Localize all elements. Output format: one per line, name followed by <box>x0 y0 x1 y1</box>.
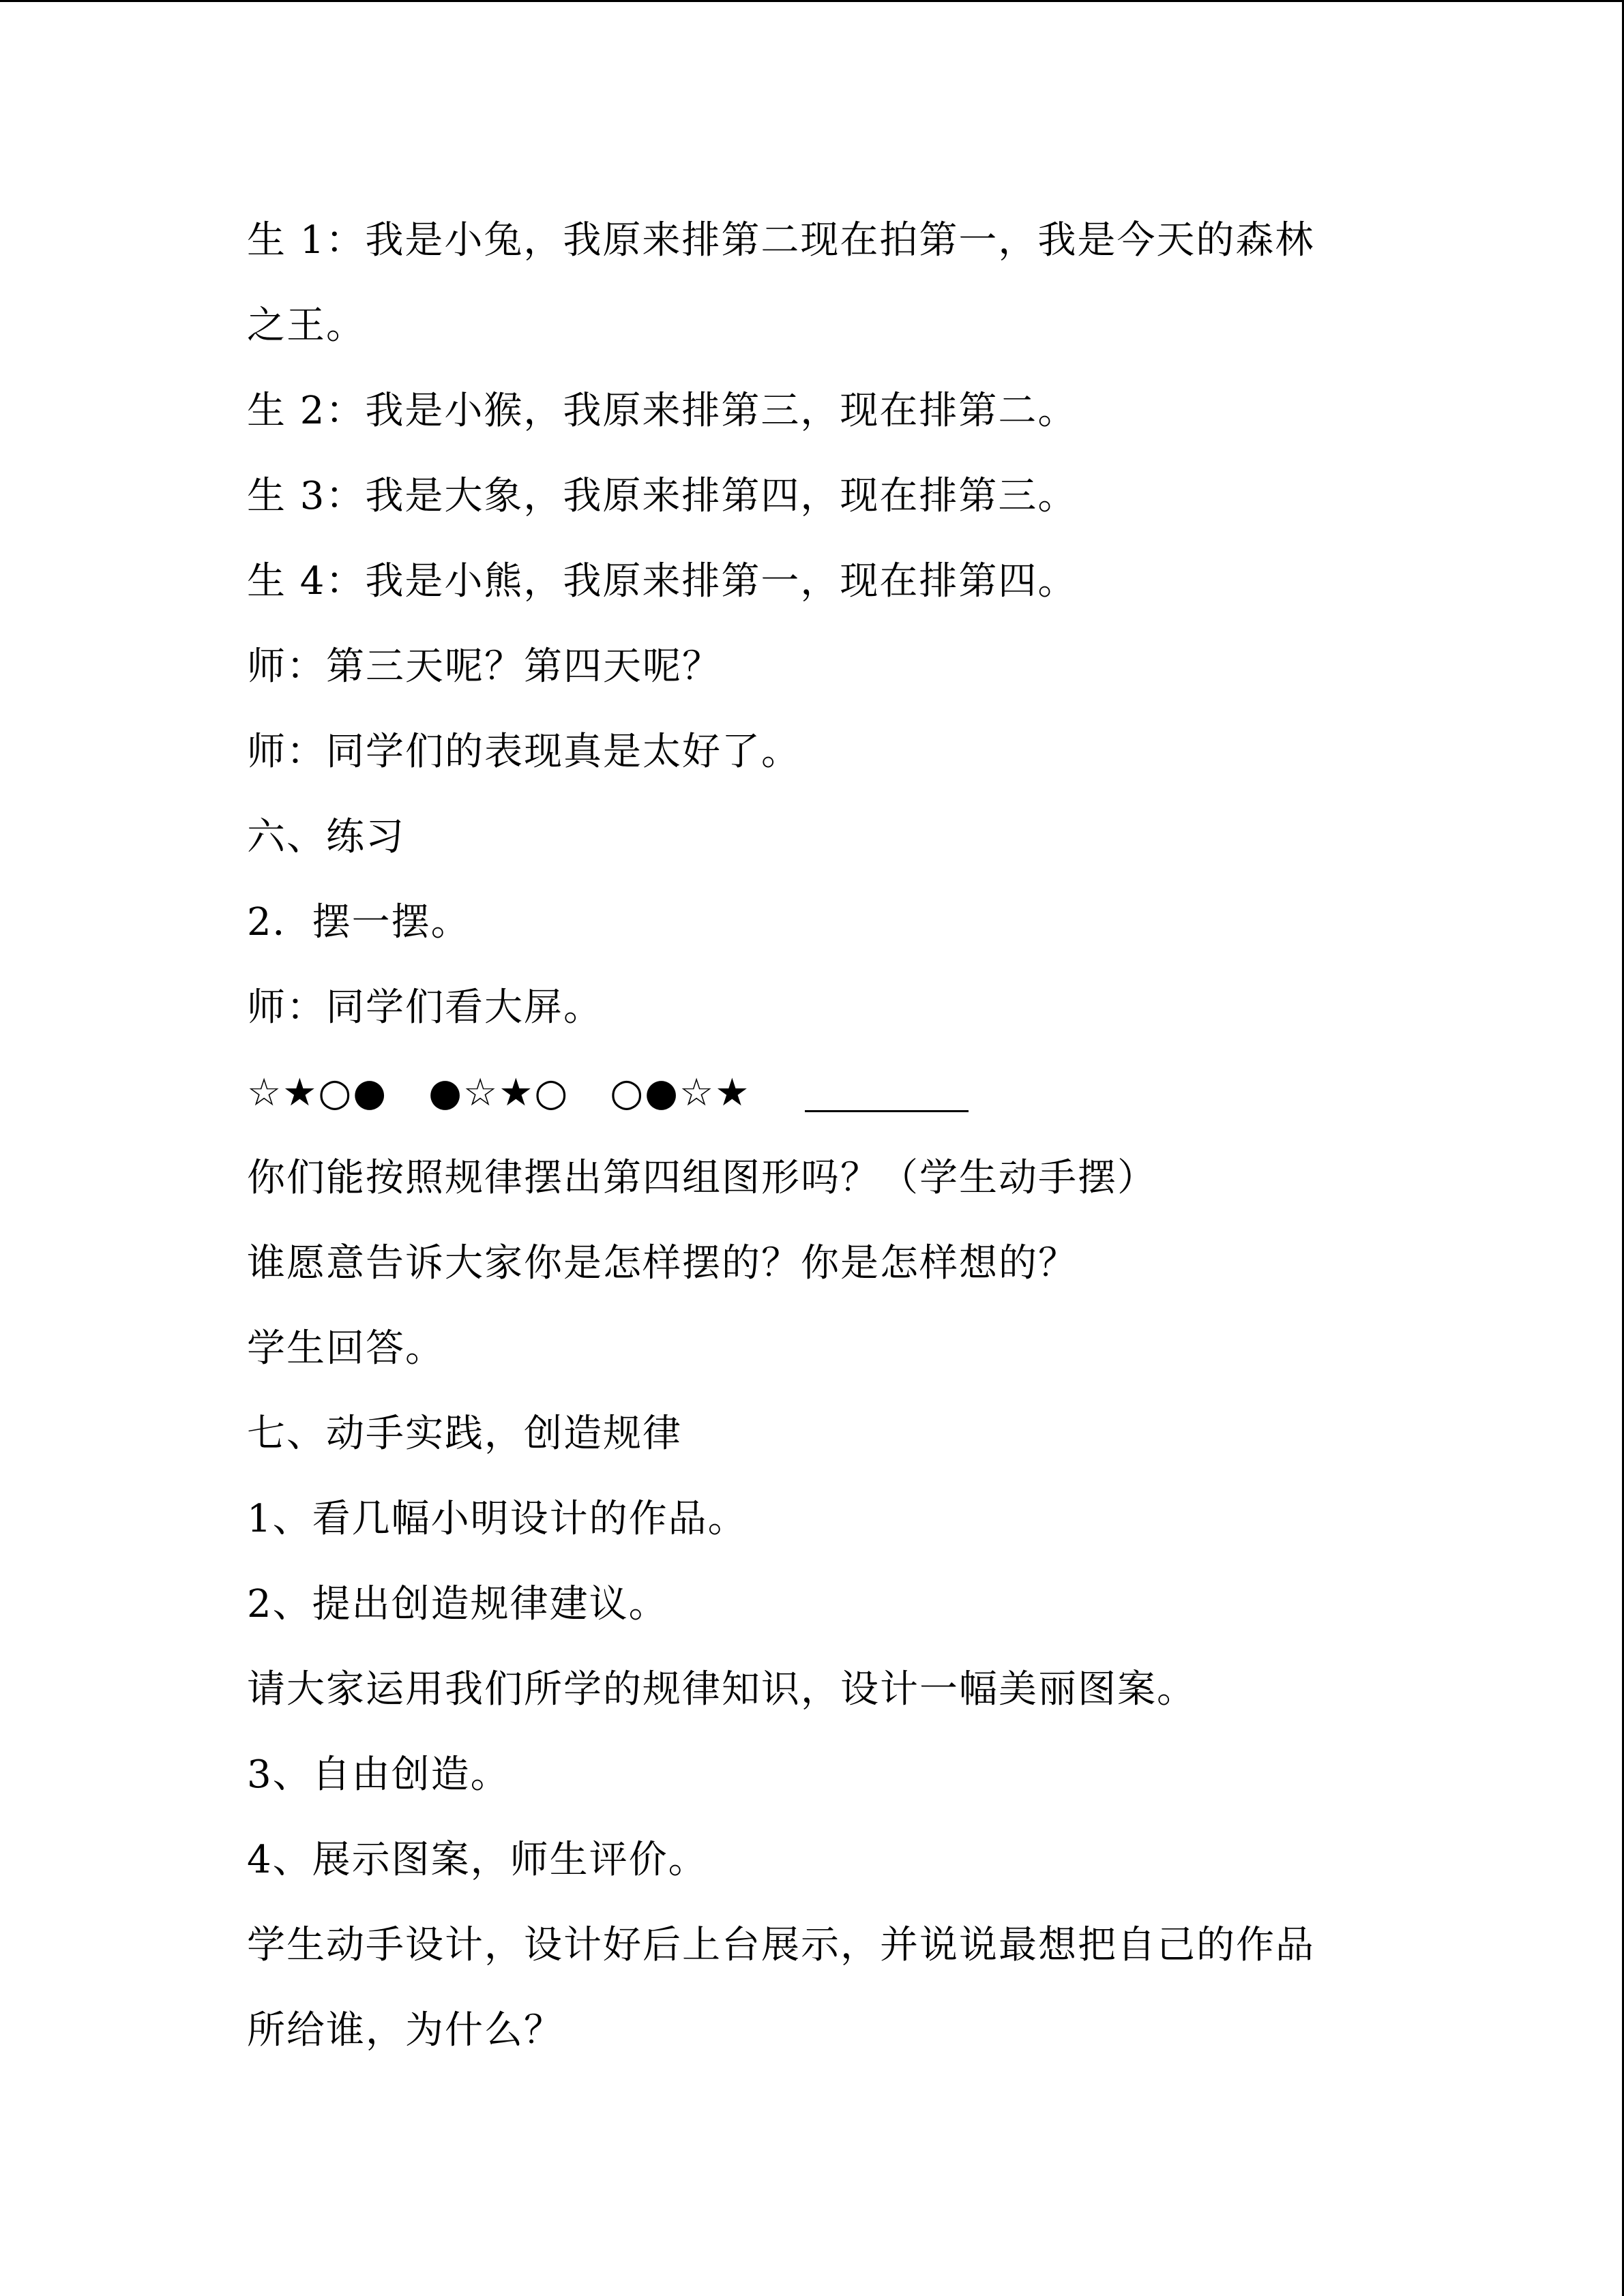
page-border-top <box>0 0 1624 2</box>
paragraph-line: 之王。 <box>247 303 366 348</box>
paragraph-line: 3、自由创造。 <box>247 1753 510 1797</box>
paragraph-line: 2、提出创造规律建议。 <box>247 1582 668 1626</box>
paragraph-line: 师：同学们看大屏。 <box>247 985 603 1030</box>
shape-group: ☆★○● <box>247 1071 388 1115</box>
paragraph-line: 生 4：我是小熊，我原来排第一，现在排第四。 <box>247 559 1078 603</box>
paragraph-line: 学生回答。 <box>247 1326 445 1371</box>
paragraph-line: 所给谁，为什么？ <box>247 2008 563 2053</box>
paragraph-line: 2．摆一摆。 <box>247 900 471 944</box>
paragraph-line: 师：同学们的表现真是太好了。 <box>247 730 801 774</box>
paragraph-line: 生 2：我是小猴，我原来排第三，现在排第二。 <box>247 389 1078 433</box>
paragraph-line: 1、看几幅小明设计的作品。 <box>247 1497 748 1541</box>
paragraph-line: 请大家运用我们所学的规律知识，设计一幅美丽图案。 <box>247 1667 1196 1712</box>
paragraph-line: 师：第三天呢？第四天呢？ <box>247 644 722 689</box>
shape-pattern-row <box>247 1050 1393 1135</box>
section-heading: 七、动手实践，创造规律 <box>247 1412 682 1456</box>
document-body <box>247 198 1393 2073</box>
paragraph-line: 4、展示图案，师生评价。 <box>247 1838 708 1882</box>
paragraph-line: 生 1：我是小兔，我原来排第二现在拍第一，我是今天的森林 <box>247 218 1315 263</box>
shape-group: ○●☆★ <box>610 1071 751 1115</box>
section-heading: 六、练习 <box>247 815 405 859</box>
answer-blank <box>805 1075 969 1112</box>
paragraph-line: 谁愿意告诉大家你是怎样摆的？你是怎样想的？ <box>247 1241 1078 1285</box>
paragraph-line: 生 3：我是大象，我原来排第四，现在排第三。 <box>247 474 1078 518</box>
paragraph-line: 你们能按照规律摆出第四组图形吗？（学生动手摆） <box>247 1156 1157 1200</box>
paragraph-line: 学生动手设计，设计好后上台展示，并说说最想把自己的作品 <box>247 1923 1315 1967</box>
shape-group: ●☆★○ <box>428 1071 570 1115</box>
